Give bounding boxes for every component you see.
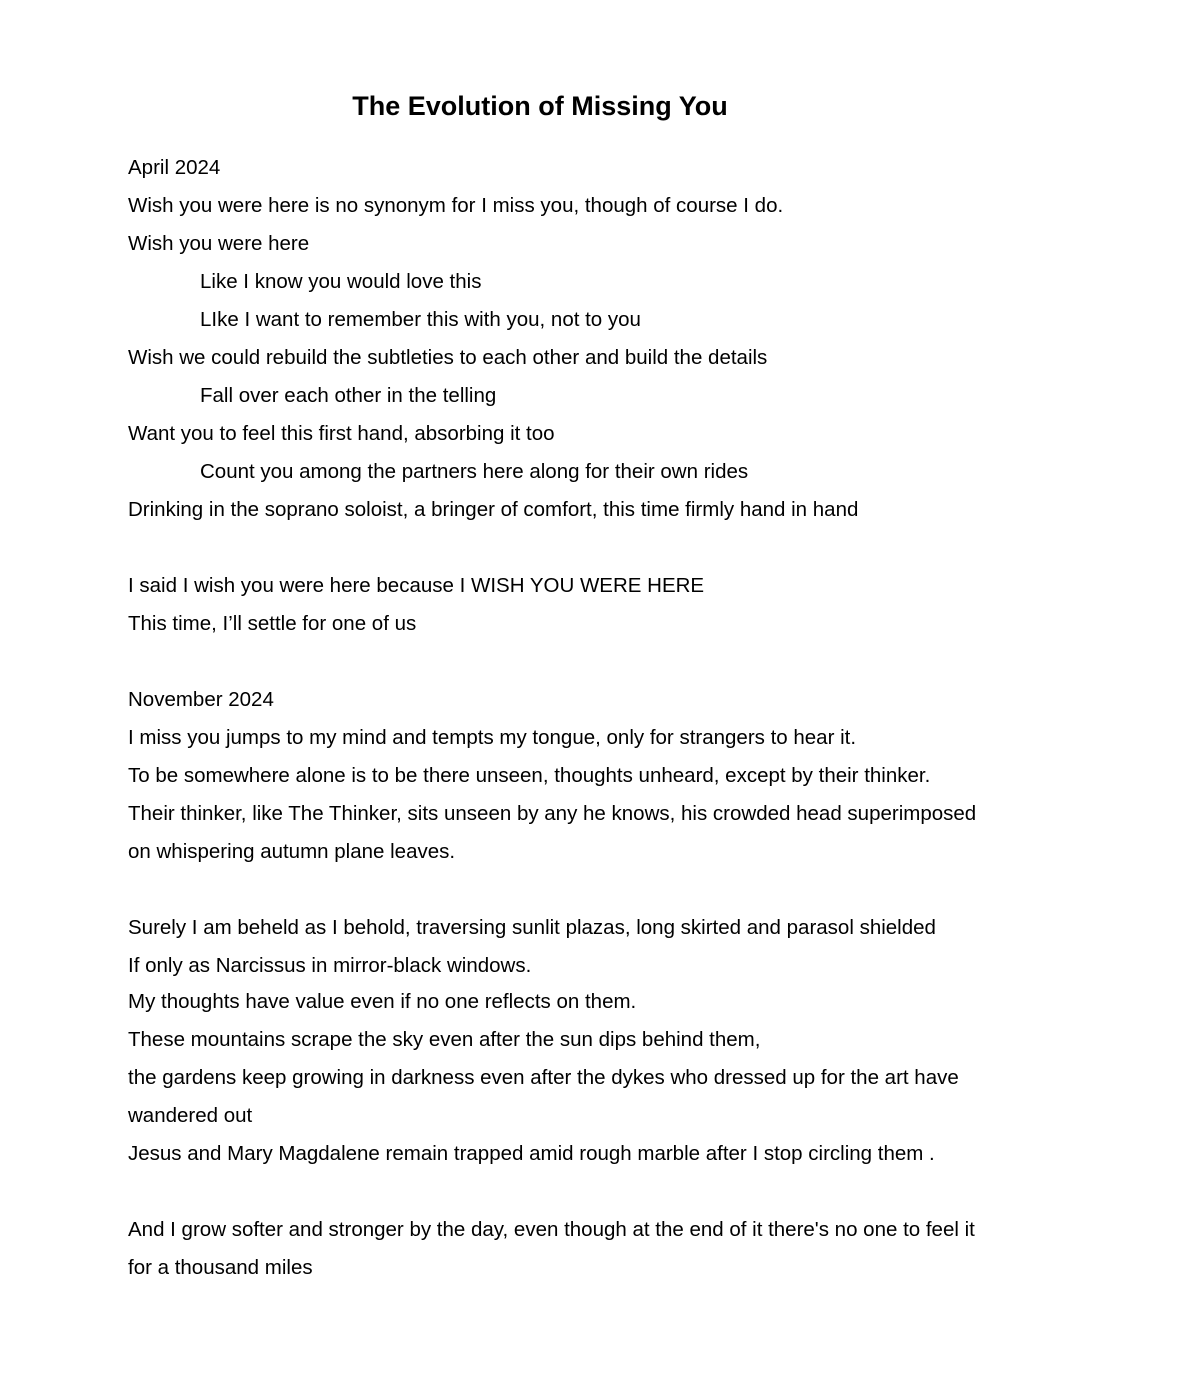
poem-line-indented: LIke I want to remember this with you, not to you xyxy=(200,308,641,331)
poem-line: the gardens keep growing in darkness even after the dykes who dressed up for the art have xyxy=(128,1066,959,1089)
section-date: April 2024 xyxy=(128,156,221,179)
poem-line: If only as Narcissus in mirror-black windows. xyxy=(128,954,532,977)
poem-line: To be somewhere alone is to be there unseen, thoughts unheard, except by their thinker. xyxy=(128,764,931,787)
poem-line-indented: Like I know you would love this xyxy=(200,270,482,293)
poem-line: wandered out xyxy=(128,1104,253,1127)
poem-line: My thoughts have value even if no one reflects on them. xyxy=(128,990,637,1013)
poem-line: Jesus and Mary Magdalene remain trapped amid rough marble after I stop circling them . xyxy=(128,1142,935,1165)
section-date: November 2024 xyxy=(128,688,274,711)
poem-line: Wish you were here is no synonym for I miss you, though of course I do. xyxy=(128,194,784,217)
poem-line: I miss you jumps to my mind and tempts my tongue, only for strangers to hear it. xyxy=(128,726,857,749)
poem-line: Drinking in the soprano soloist, a bringer of comfort, this time firmly hand in hand xyxy=(128,498,859,521)
poem-line: on whispering autumn plane leaves. xyxy=(128,840,456,863)
poem-line: These mountains scrape the sky even after the sun dips behind them, xyxy=(128,1028,761,1051)
poem-line-indented: Fall over each other in the telling xyxy=(200,384,497,407)
poem-line: for a thousand miles xyxy=(128,1256,313,1279)
poem-line: Surely I am beheld as I behold, traversing sunlit plazas, long skirted and parasol shielded xyxy=(128,916,936,939)
poem-title: The Evolution of Missing You xyxy=(352,91,728,121)
poem-line: Wish you were here xyxy=(128,232,310,255)
poem-line: Their thinker, like The Thinker, sits unseen by any he knows, his crowded head superimposed xyxy=(128,802,977,825)
poem-line: Want you to feel this first hand, absorbing it too xyxy=(128,422,555,445)
poem-line: And I grow softer and stronger by the day, even though at the end of it there's no one to feel it xyxy=(128,1218,975,1241)
poem-line: I said I wish you were here because I WISH YOU WERE HERE xyxy=(128,574,705,597)
poem-line-indented: Count you among the partners here along for their own rides xyxy=(200,460,749,483)
poem-line: Wish we could rebuild the subtleties to each other and build the details xyxy=(128,346,768,369)
poem-line: This time, I’ll settle for one of us xyxy=(128,612,417,635)
